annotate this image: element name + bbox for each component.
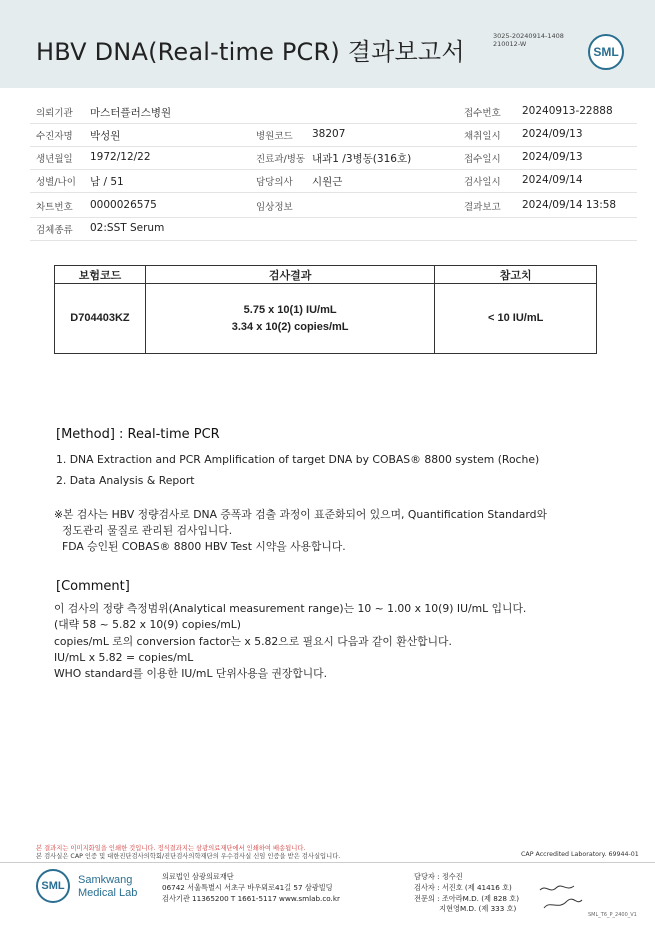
comment-line-2: (대략 58 ~ 5.82 x 10(9) copies/mL) [54, 618, 241, 631]
institution-value: 마스터플러스병원 [90, 107, 172, 119]
document-code [493, 32, 564, 48]
doctor-value: 시원근 [312, 176, 343, 188]
footer-divider [0, 862, 655, 863]
hospital-code-label: 병원코드 [256, 131, 293, 142]
staff-line-3: 전문의 : 조아라M.D. (제 828 호) [414, 893, 520, 903]
comment-title: [Comment] [56, 579, 130, 594]
insurance-code-cell: D704403KZ [55, 284, 146, 354]
header-test-result: 검사결과 [145, 266, 434, 284]
chart-label: 차트번호 [36, 202, 73, 213]
result-table-header [55, 266, 597, 284]
org-name-line1: Samkwang [78, 874, 133, 886]
receipt-no-value: 20240913-22888 [522, 105, 613, 117]
dept-value: 내과1 /3병동(316호) [312, 153, 412, 165]
test-result-cell [145, 284, 434, 354]
specimen-value: 02:SST Serum [90, 222, 165, 234]
org-address-line2: 06742 서울특별시 서초구 바우뫼로41길 57 삼광빌딩 [162, 882, 333, 892]
sex-age-value: 남 / 51 [90, 176, 124, 188]
result-copies: 3.34 x 10(2) copies/mL [231, 320, 349, 333]
report-label: 결과보고 [464, 202, 501, 213]
org-address-line3: 검사기관 11365200 T 1661-5117 www.smlab.co.kr [162, 893, 340, 903]
collect-date-label: 채취일시 [464, 131, 501, 142]
document-code-line1: 3025-20240914-1408 [493, 32, 564, 40]
info-row-1 [30, 101, 637, 124]
reference-cell: < 10 IU/mL [435, 284, 597, 354]
receive-date-value: 2024/09/13 [522, 151, 583, 163]
report-value: 2024/09/14 13:58 [522, 199, 617, 211]
specimen-label: 검체종류 [36, 225, 73, 236]
comment-line-5: WHO standard를 이용한 IU/mL 단위사용을 권장합니다. [54, 667, 328, 680]
sex-age-label: 성별/나이 [36, 177, 76, 188]
dept-label: 진료과/병동 [256, 154, 306, 165]
info-row-3 [30, 147, 637, 170]
method-note-1: ※본 검사는 HBV 정량검사로 DNA 증폭과 검출 과정이 표준화되어 있으며, Quantification Standard와 [54, 508, 547, 521]
sml-logo-icon: SML [36, 869, 70, 903]
form-code: SML_T6_P_2400_V1 [588, 912, 637, 918]
comment-line-4: IU/mL x 5.82 = copies/mL [54, 651, 194, 664]
footer-cert-note: 본 검사실은 CAP 인증 및 대한진단검사의학회/진단검사의학재단의 우수검사실 신임 인증을 받은 검사실입니다. [36, 853, 341, 860]
signature-icon [538, 882, 584, 914]
method-note-3: FDA 승인된 COBAS® 8800 HBV Test 시약을 사용합니다. [62, 540, 346, 553]
doctor-label: 담당의사 [256, 177, 293, 188]
info-row-4 [30, 170, 637, 193]
comment-line-1: 이 검사의 정량 측정범위(Analytical measurement range)는 10 ~ 1.00 x 10(9) IU/mL 입니다. [54, 602, 527, 615]
org-address [162, 872, 340, 904]
info-row-2 [30, 124, 637, 147]
info-row-6 [30, 218, 637, 241]
test-date-value: 2024/09/14 [522, 174, 583, 186]
result-iu: 5.75 x 10(1) IU/mL [243, 303, 337, 316]
clinical-label: 임상정보 [256, 202, 293, 213]
document-code-line2: 210012-W [493, 40, 527, 48]
report-header [0, 0, 655, 88]
org-name [78, 874, 137, 900]
method-title: [Method] : Real-time PCR [56, 427, 220, 442]
org-name-line2: Medical Lab [78, 887, 138, 899]
method-step-1: 1. DNA Extraction and PCR Amplification of target DNA by COBAS® 8800 system (Roche) [56, 453, 540, 466]
patient-label: 수진자명 [36, 131, 73, 142]
sml-logo-icon: SML [588, 34, 624, 70]
patient-value: 박성원 [90, 130, 121, 142]
method-note-2: 정도관리 물질로 관리된 검사입니다. [62, 524, 233, 537]
staff-line-2: 검사자 : 서진호 (제 41416 호) [414, 882, 512, 892]
staff-line-4: 지현영M.D. (제 333 호) [414, 904, 517, 914]
org-address-line1: 의료법인 삼광의료재단 [162, 872, 234, 881]
report-title: HBV DNA(Real-time PCR) 결과보고서 [36, 38, 465, 66]
header-insurance-code: 보험코드 [55, 266, 146, 284]
collect-date-value: 2024/09/13 [522, 128, 583, 140]
table-row [55, 284, 597, 354]
chart-value: 0000026575 [90, 199, 157, 211]
receipt-no-label: 접수번호 [464, 108, 501, 119]
comment-line-3: copies/mL 로의 conversion factor는 x 5.82으로 필요시 다음과 같이 환산합니다. [54, 635, 452, 648]
footer-print-note: 본 결과지는 이미지화일을 인쇄한 것입니다. 정식결과지는 삼광의료재단에서 인쇄하여 배송됩니다. [36, 845, 306, 852]
info-row-5 [30, 195, 637, 218]
result-table [54, 265, 597, 354]
staff-line-1: 담당자 : 정수진 [414, 872, 463, 881]
test-date-label: 검사일시 [464, 177, 501, 188]
birth-value: 1972/12/22 [90, 151, 151, 163]
method-step-2: 2. Data Analysis & Report [56, 474, 195, 487]
receive-date-label: 접수일시 [464, 154, 501, 165]
institution-label: 의뢰기관 [36, 108, 73, 119]
hospital-code-value: 38207 [312, 128, 346, 140]
cap-accredited: CAP Accredited Laboratory. 69944-01 [521, 851, 639, 858]
header-reference: 참고치 [435, 266, 597, 284]
birth-label: 생년월일 [36, 154, 73, 165]
staff-list [414, 872, 519, 915]
